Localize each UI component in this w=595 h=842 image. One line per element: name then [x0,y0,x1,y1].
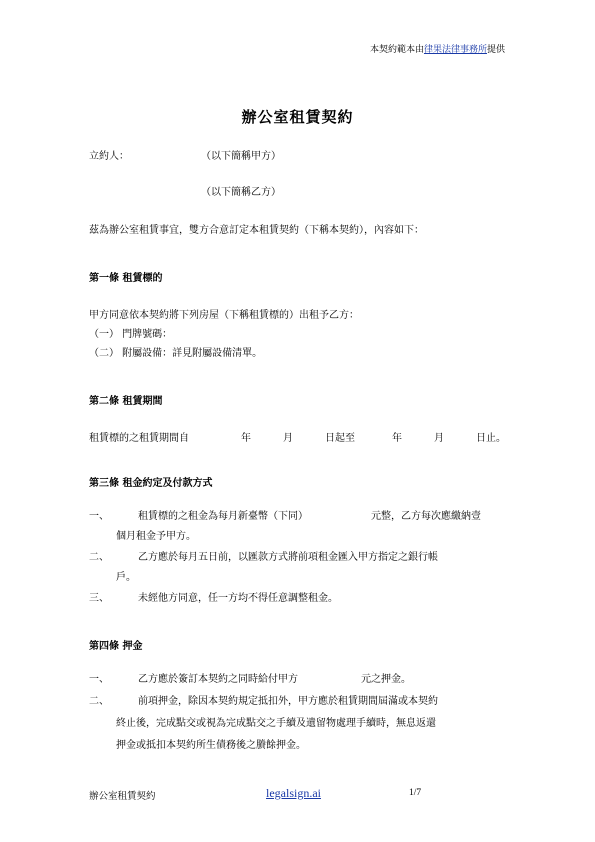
intro-text: 茲為辦公室租賃事宜，雙方合意訂定本租賃契約（下稱本契約），內容如下： [89,225,424,236]
deposit-amount-suffix: 元之押金。 [361,674,411,685]
item-continuation: 個月租金予甲方。 [116,531,196,542]
item-continuation: 押金或抵扣本契約所生債務後之賸餘押金。 [116,740,306,751]
signer-label: 立約人： [89,151,129,162]
party-a-label: （以下簡稱甲方） [201,151,281,162]
rent-amount-suffix: 元整，乙方每次應繳納壹 [371,511,481,522]
item-text: 租賃標的之租金為每月新臺幣（下同） [138,511,308,522]
article-1-line-1: 甲方同意依本契約將下列房屋（下稱租賃標的）出租予乙方： [89,310,359,321]
lease-end-year: 年 [392,433,402,444]
party-b-label: （以下簡稱乙方） [201,187,281,198]
law-firm-link[interactable]: 律果法律事務所 [423,45,487,55]
lease-start-month: 月 [283,433,293,444]
item-text: 前項押金，除因本契約規定抵扣外，甲方應於租賃期間屆滿或本契約 [138,696,438,707]
lease-start-day: 日起至 [325,433,355,444]
page-header [370,42,505,55]
item-number: 三、 [89,593,109,604]
header-prefix: 本契約範本由 [369,45,424,55]
article-2-heading: 第二條 租賃期間 [89,396,163,407]
item-number: 一、 [89,511,109,522]
lease-end-day: 日止。 [476,433,506,444]
article-1-heading: 第一條 租賃標的 [89,273,163,284]
item-text: 乙方應於每月五日前，以匯款方式將前項租金匯入甲方指定之銀行帳 [138,552,438,563]
footer-doc-name: 辦公室租賃契約 [89,791,156,802]
item-continuation: 終止後，完成點交或視為完成點交之手續及遺留物處理手續時，無息返還 [116,718,436,729]
item-number: 二、 [89,696,109,707]
lease-start-year: 年 [241,433,251,444]
item-continuation: 戶。 [116,572,136,583]
page-number: 1/7 [409,788,422,798]
header-suffix: 提供 [486,45,505,55]
article-3-heading: 第三條 租金約定及付款方式 [89,478,213,489]
item-number: 二、 [89,552,109,563]
lease-period-text: 租賃標的之租賃期間自 [89,433,189,444]
item-text: 乙方應於簽訂本契約之同時給付甲方 [138,674,298,685]
item-number: 一、 [89,674,109,685]
document-title: 辦公室租賃契約 [241,108,354,126]
article-4-heading: 第四條 押金 [89,641,143,652]
legalsign-link[interactable]: legalsign.ai [266,786,321,800]
item-text: 未經他方同意，任一方均不得任意調整租金。 [138,593,338,604]
article-1-line-2: （一） 門牌號碼： [89,329,173,340]
article-1-line-3: （二） 附屬設備：詳見附屬設備清單。 [89,348,263,359]
lease-end-month: 月 [434,433,444,444]
